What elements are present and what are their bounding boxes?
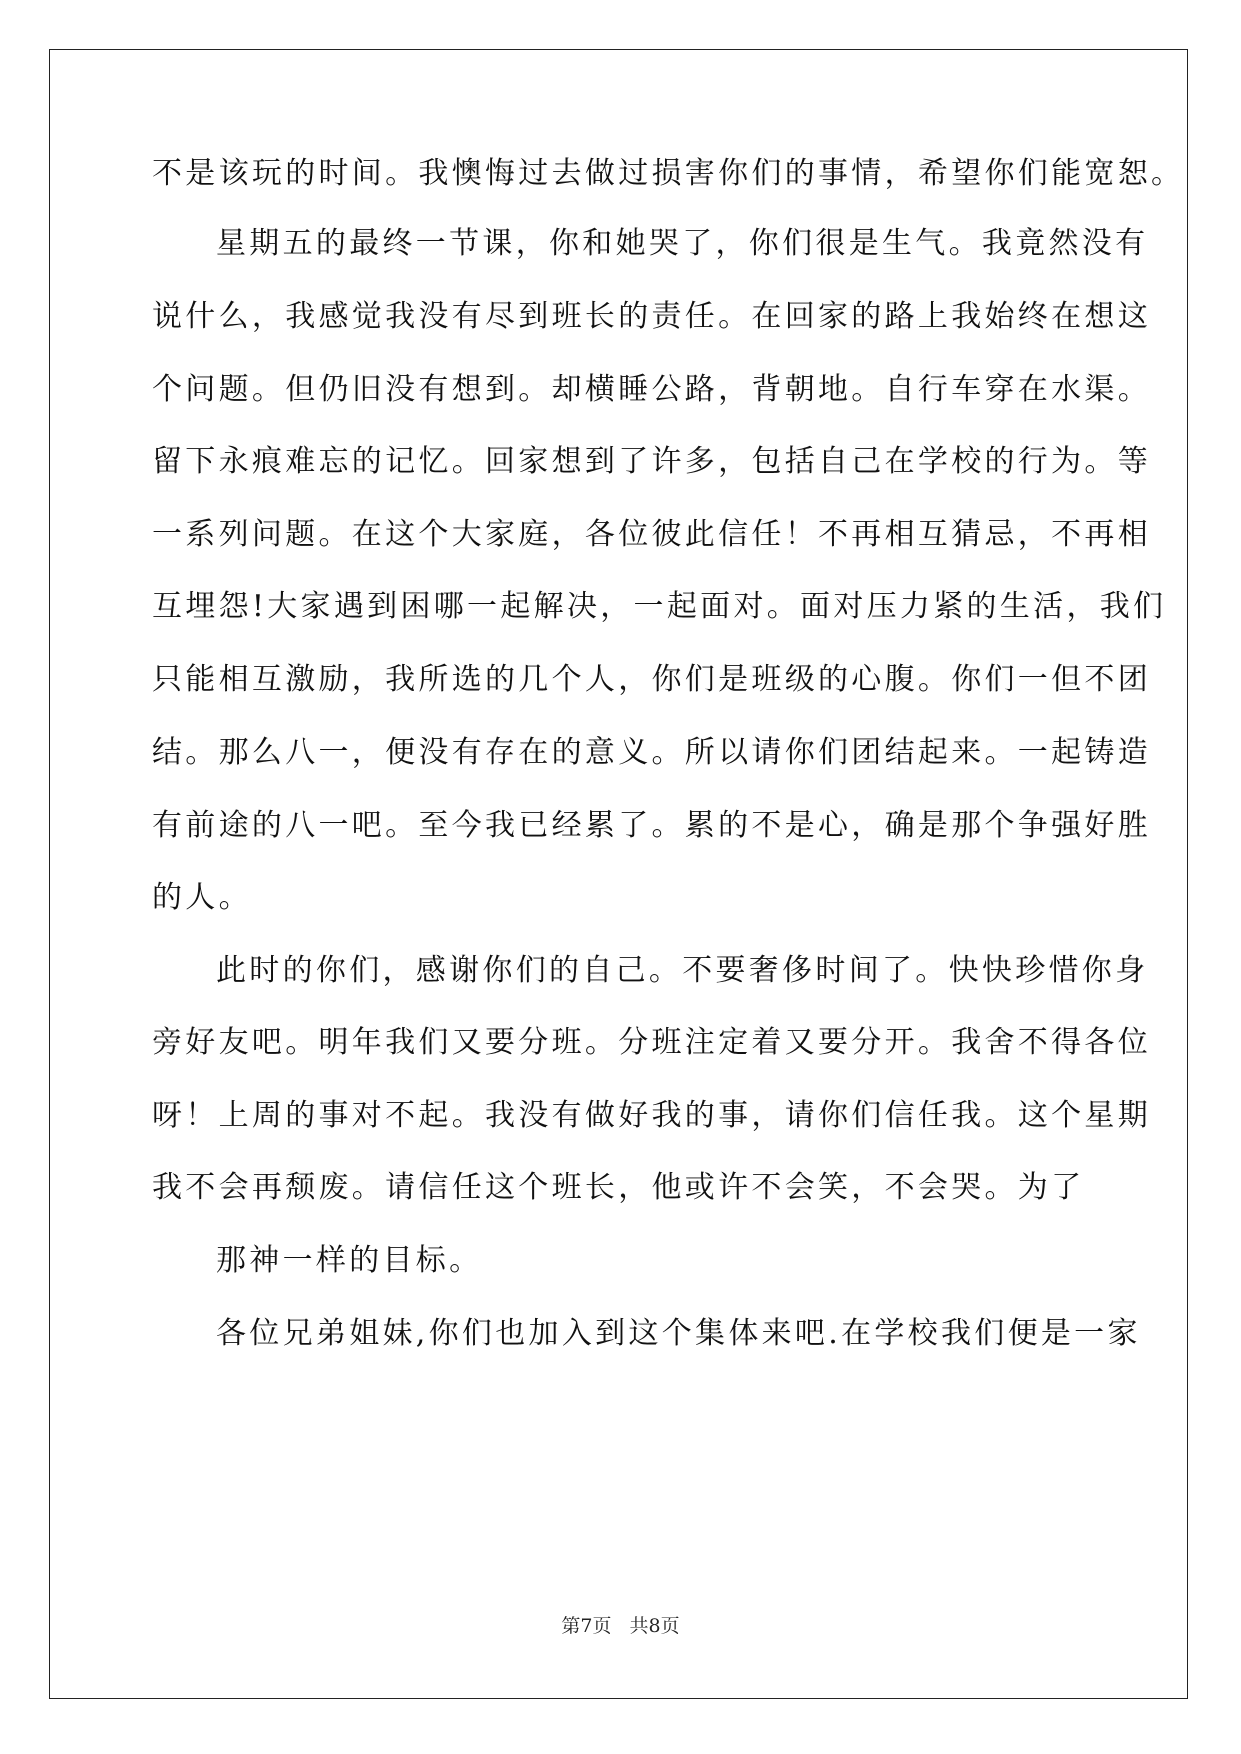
text-line: 我不会再颓废。请信任这个班长，他或许不会笑，不会哭。为了 [152, 1170, 1085, 1205]
text-line: 结。那么八一，便没有存在的意义。所以请你们团结起来。一起铸造 [152, 735, 1151, 770]
text-line: 留下永痕难忘的记忆。回家想到了许多，包括自己在学校的行为。等 [152, 444, 1151, 479]
text-line: 说什么，我感觉我没有尽到班长的责任。在回家的路上我始终在想这 [152, 299, 1151, 334]
text-line: 不是该玩的时间。我懊悔过去做过损害你们的事情，希望你们能宽恕。 [152, 156, 1185, 191]
text-line: 一系列问题。在这个大家庭，各位彼此信任！不再相互猜忌，不再相 [152, 517, 1151, 552]
paragraph-start-line: 此时的你们，感谢你们的自己。不要奢侈时间了。快快珍惜你身 [216, 953, 1149, 988]
text-line: 只能相互激励，我所选的几个人，你们是班级的心腹。你们一但不团 [152, 662, 1151, 697]
paragraph-start-line: 各位兄弟姐妹,你们也加入到这个集体来吧.在学校我们便是一家 [216, 1316, 1141, 1351]
paragraph-start-line: 那神一样的目标。 [216, 1243, 483, 1278]
paragraph-start-line: 星期五的最终一节课，你和她哭了，你们很是生气。我竟然没有 [216, 226, 1149, 261]
page-number-current: 第7页 [561, 1615, 612, 1637]
text-line: 有前途的八一吧。至今我已经累了。累的不是心，确是那个争强好胜 [152, 808, 1151, 843]
text-line: 旁好友吧。明年我们又要分班。分班注定着又要分开。我舍不得各位 [152, 1025, 1151, 1060]
text-line: 的人。 [152, 880, 252, 915]
text-line: 个问题。但仍旧没有想到。却横睡公路，背朝地。自行车穿在水渠。 [152, 372, 1151, 407]
text-line: 互埋怨!大家遇到困哪一起解决，一起面对。面对压力紧的生活，我们 [152, 589, 1167, 624]
text-line: 呀！上周的事对不起。我没有做好我的事，请你们信任我。这个星期 [152, 1098, 1151, 1133]
page-footer [0, 1614, 1241, 1638]
page-number-total: 共8页 [629, 1615, 680, 1637]
